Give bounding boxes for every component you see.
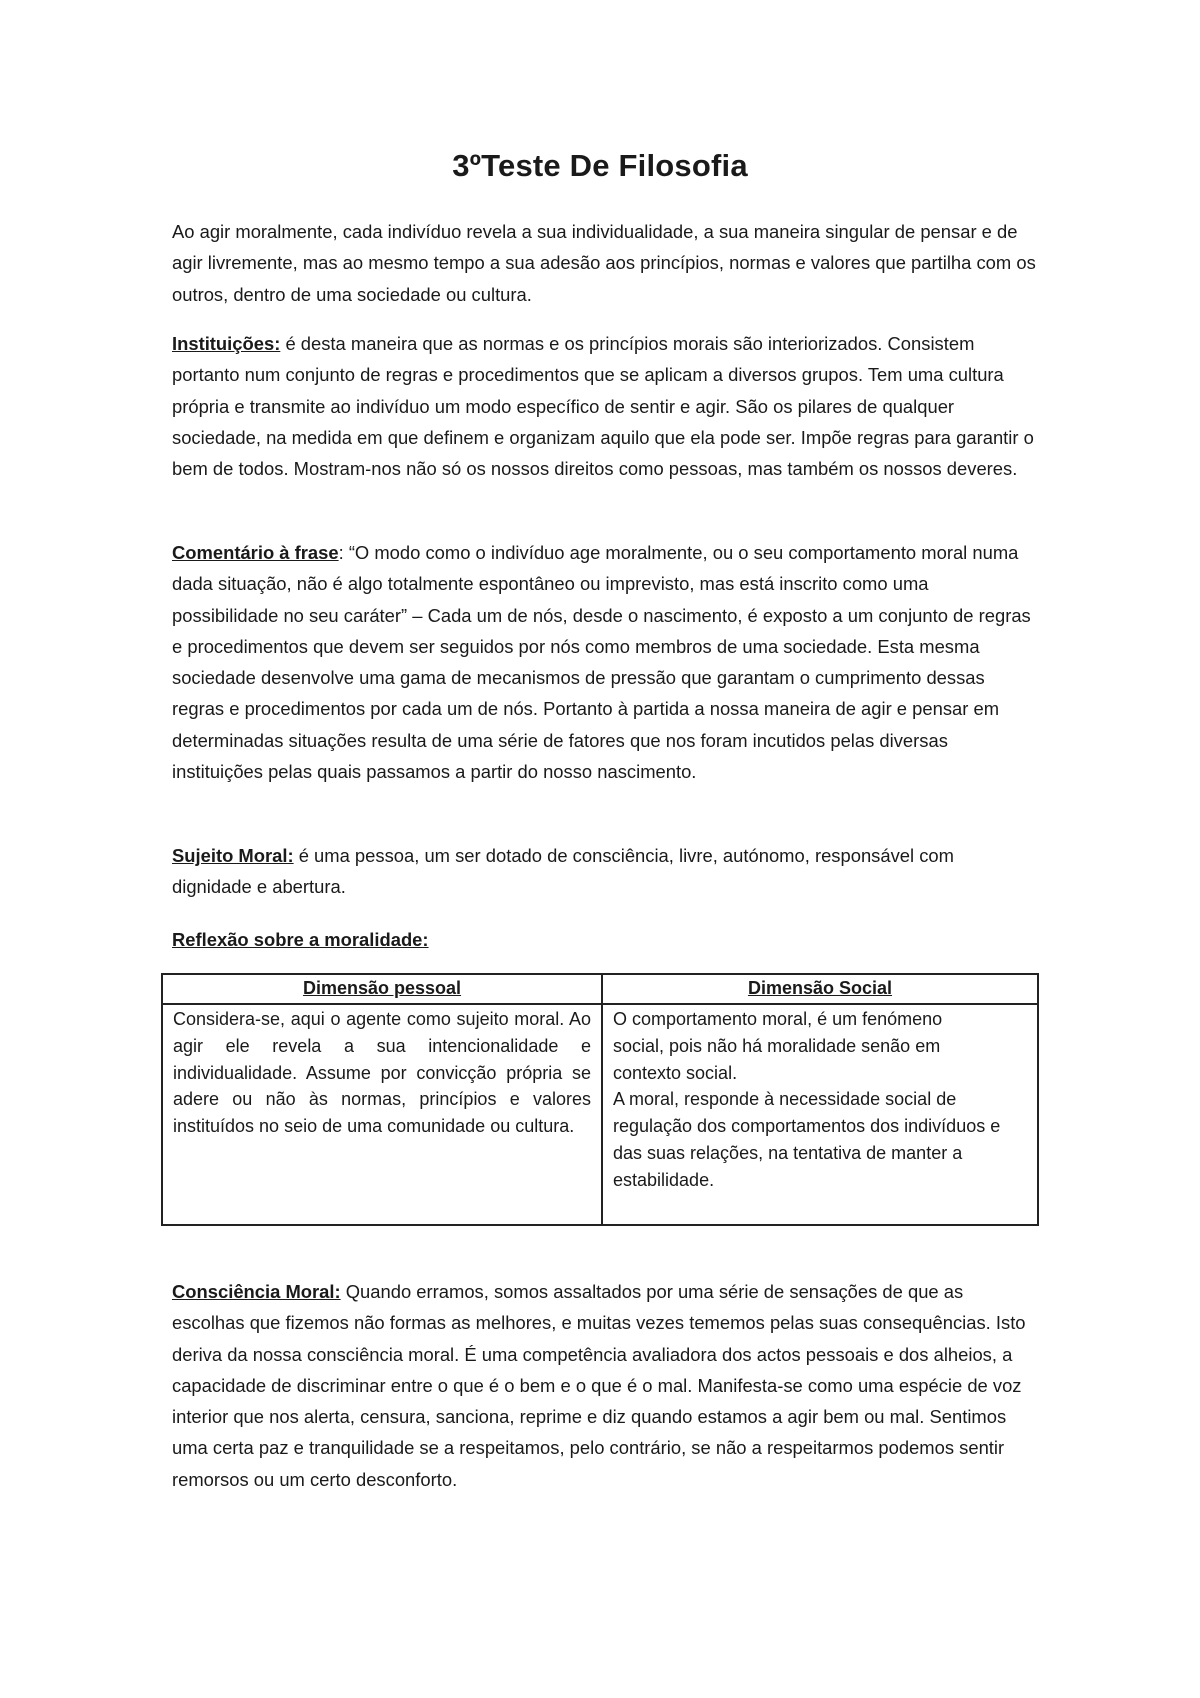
instituicoes-term: Instituições: [172,333,281,354]
dimensions-table [161,973,1039,1226]
comentario-text: : “O modo como o indivíduo age moralmente, ou o seu comportamento moral numa dada situação, não é algo totalmente espontâneo ou imprevisto, mas está inscrito como uma possibilidade no seu caráter” – Cada um de nós, desde o nascimento, é exposto a um conjunto de regras e procedimentos que devem ser seguidos por nós como membros de uma sociedade. Esta mesma sociedade desenvolve uma gama de mecanismos de pressão que garantam o cumprimento dessas regras e procedimentos por cada um de nós. Portanto à partida a nossa maneira de agir e pensar em determinadas situações resulta de uma série de fatores que nos foram incutidos pelas diversas instituições pelas quais passamos a partir do nosso nascimento. [172,542,1031,783]
page-title: 3ºTeste De Filosofia [452,148,748,183]
comentario-term: Comentário à frase [172,542,339,563]
consciencia-term: Consciência Moral: [172,1281,341,1302]
sujeito-paragraph [172,840,1038,903]
consciencia-text: Quando erramos, somos assaltados por uma série de sensações de que as escolhas que fizemos não formas as melhores, e muitas vezes tememos pelas suas consequências. Isto deriva da nossa consciência moral. É uma competência avaliadora dos actos pessoais e dos alheios, a capacidade de discriminar entre o que é o bem e o que é o mal. Manifesta-se como uma espécie de voz interior que nos alerta, censura, sanciona, reprime e diz quando estamos a agir bem ou mal. Sentimos uma certa paz e tranquilidade se a respeitamos, pelo contrário, se não a respeitarmos podemos sentir remorsos ou um certo desconforto. [172,1281,1026,1490]
table-row [162,1004,1038,1225]
consciencia-paragraph [172,1276,1038,1495]
table-header-row [162,974,1038,1004]
intro-paragraph: Ao agir moralmente, cada indivíduo revela a sua individualidade, a sua maneira singular de pensar e de agir livremente, mas ao mesmo tempo a sua adesão aos princípios, normas e valores que partilha com os outros, dentro de uma sociedade ou cultura. [172,221,1036,305]
comentario-paragraph [172,537,1038,787]
sujeito-term: Sujeito Moral: [172,845,294,866]
instituicoes-text: é desta maneira que as normas e os princípios morais são interiorizados. Consistem portanto num conjunto de regras e procedimentos que se aplicam a diversos grupos. Tem uma cultura própria e transmite ao indivíduo um modo específico de sentir e agir. São os pilares de qualquer sociedade, na medida em que definem e organizam aquilo que ela pode ser. Impõe regras para garantir o bem de todos. Mostram-nos não só os nossos direitos como pessoas, mas também os nossos deveres. [172,333,1034,480]
reflexao-heading: Reflexão sobre a moralidade: [172,929,429,950]
sujeito-text: é uma pessoa, um ser dotado de consciência, livre, autónomo, responsável com dignidade e abertura. [172,845,954,898]
cell-dimensao-pessoal: Considera-se, aqui o agente como sujeito moral. Ao agir ele revela a sua intencionalidade e individualidade. Assume por convicção própria se adere ou não às normas, princípios e valores instituídos no seio de uma comunidade ou cultura. [162,1004,602,1225]
social-text-2: A moral, responde à necessidade social de regulação dos comportamentos dos indivíduos e das suas relações, na tentativa de manter a estabilidade. [613,1089,1001,1190]
instituicoes-paragraph [172,328,1038,484]
cell-dimensao-social [602,1004,1038,1225]
header-dimensao-social: Dimensão Social [602,974,1038,1004]
header-dimensao-pessoal: Dimensão pessoal [162,974,602,1004]
social-text-1: O comportamento moral, é um fenómeno social, pois não há moralidade senão em contexto social. [613,1009,943,1083]
